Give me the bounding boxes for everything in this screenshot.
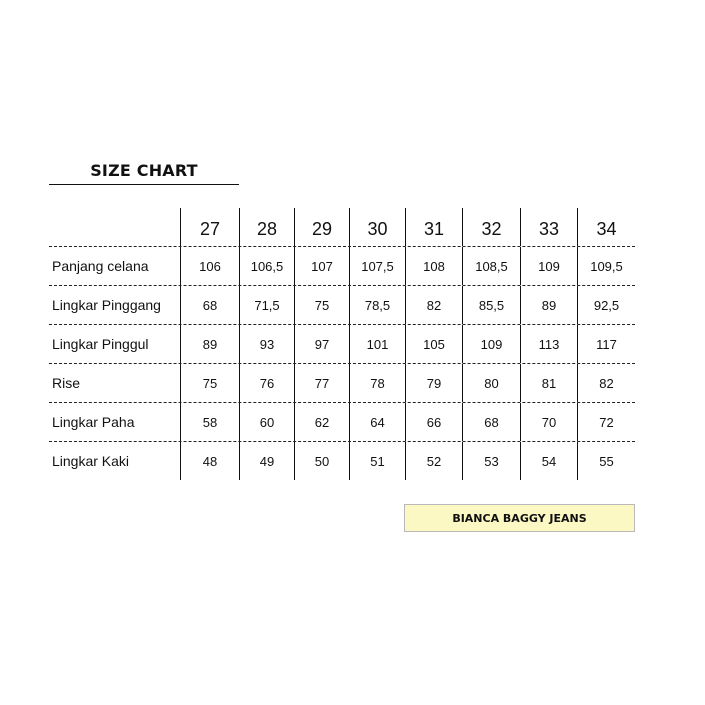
table-cell: 108 (405, 247, 462, 285)
row-label: Lingkar Kaki (52, 453, 130, 469)
table-cell: 109,5 (577, 247, 635, 285)
row-label: Rise (52, 375, 81, 391)
table-cell: 82 (577, 364, 635, 402)
table-cell: 93 (239, 325, 294, 363)
table-cell: 106 (180, 247, 239, 285)
size-header: 34 (577, 208, 635, 246)
table-cell: 78,5 (349, 286, 405, 324)
table-cell: 68 (180, 286, 239, 324)
table-cell: 75 (180, 364, 239, 402)
table-cell: 50 (294, 442, 349, 480)
table-row (49, 246, 635, 285)
table-row (49, 324, 635, 363)
row-label: Panjang celana (52, 258, 149, 274)
table-cell: 107 (294, 247, 349, 285)
table-cell: 62 (294, 403, 349, 441)
table-cell: 68 (462, 403, 520, 441)
table-cell: 64 (349, 403, 405, 441)
size-chart-title: SIZE CHART (49, 160, 239, 185)
table-cell: 82 (405, 286, 462, 324)
table-row (49, 363, 635, 402)
size-header: 33 (520, 208, 577, 246)
table-cell: 78 (349, 364, 405, 402)
size-header: 30 (349, 208, 405, 246)
table-cell: 81 (520, 364, 577, 402)
size-header: 29 (294, 208, 349, 246)
table-cell: 54 (520, 442, 577, 480)
table-cell: 117 (577, 325, 635, 363)
table-cell: 51 (349, 442, 405, 480)
header-empty-cell (49, 208, 180, 246)
row-label: Lingkar Pinggang (52, 297, 161, 313)
table-cell: 106,5 (239, 247, 294, 285)
table-cell: 71,5 (239, 286, 294, 324)
table-cell: 105 (405, 325, 462, 363)
table-cell: 85,5 (462, 286, 520, 324)
table-cell: 109 (520, 247, 577, 285)
table-cell: 55 (577, 442, 635, 480)
table-cell: 97 (294, 325, 349, 363)
table-cell: 48 (180, 442, 239, 480)
table-row (49, 285, 635, 324)
table-cell: 89 (520, 286, 577, 324)
table-cell: 49 (239, 442, 294, 480)
size-header: 27 (180, 208, 239, 246)
table-cell: 101 (349, 325, 405, 363)
size-header-row (49, 208, 635, 246)
table-cell: 92,5 (577, 286, 635, 324)
table-cell: 109 (462, 325, 520, 363)
table-cell: 77 (294, 364, 349, 402)
size-header: 32 (462, 208, 520, 246)
row-label: Lingkar Paha (52, 414, 135, 430)
table-cell: 52 (405, 442, 462, 480)
table-cell: 79 (405, 364, 462, 402)
table-cell: 58 (180, 403, 239, 441)
table-cell: 113 (520, 325, 577, 363)
size-header: 31 (405, 208, 462, 246)
size-table (49, 208, 635, 480)
table-cell: 108,5 (462, 247, 520, 285)
table-cell: 107,5 (349, 247, 405, 285)
table-cell: 80 (462, 364, 520, 402)
product-name-label: BIANCA BAGGY JEANS (404, 504, 635, 532)
table-cell: 75 (294, 286, 349, 324)
table-cell: 53 (462, 442, 520, 480)
table-cell: 60 (239, 403, 294, 441)
row-label: Lingkar Pinggul (52, 336, 149, 352)
table-row (49, 402, 635, 441)
table-cell: 72 (577, 403, 635, 441)
table-row (49, 441, 635, 480)
table-cell: 66 (405, 403, 462, 441)
table-cell: 70 (520, 403, 577, 441)
table-cell: 89 (180, 325, 239, 363)
table-cell: 76 (239, 364, 294, 402)
size-header: 28 (239, 208, 294, 246)
